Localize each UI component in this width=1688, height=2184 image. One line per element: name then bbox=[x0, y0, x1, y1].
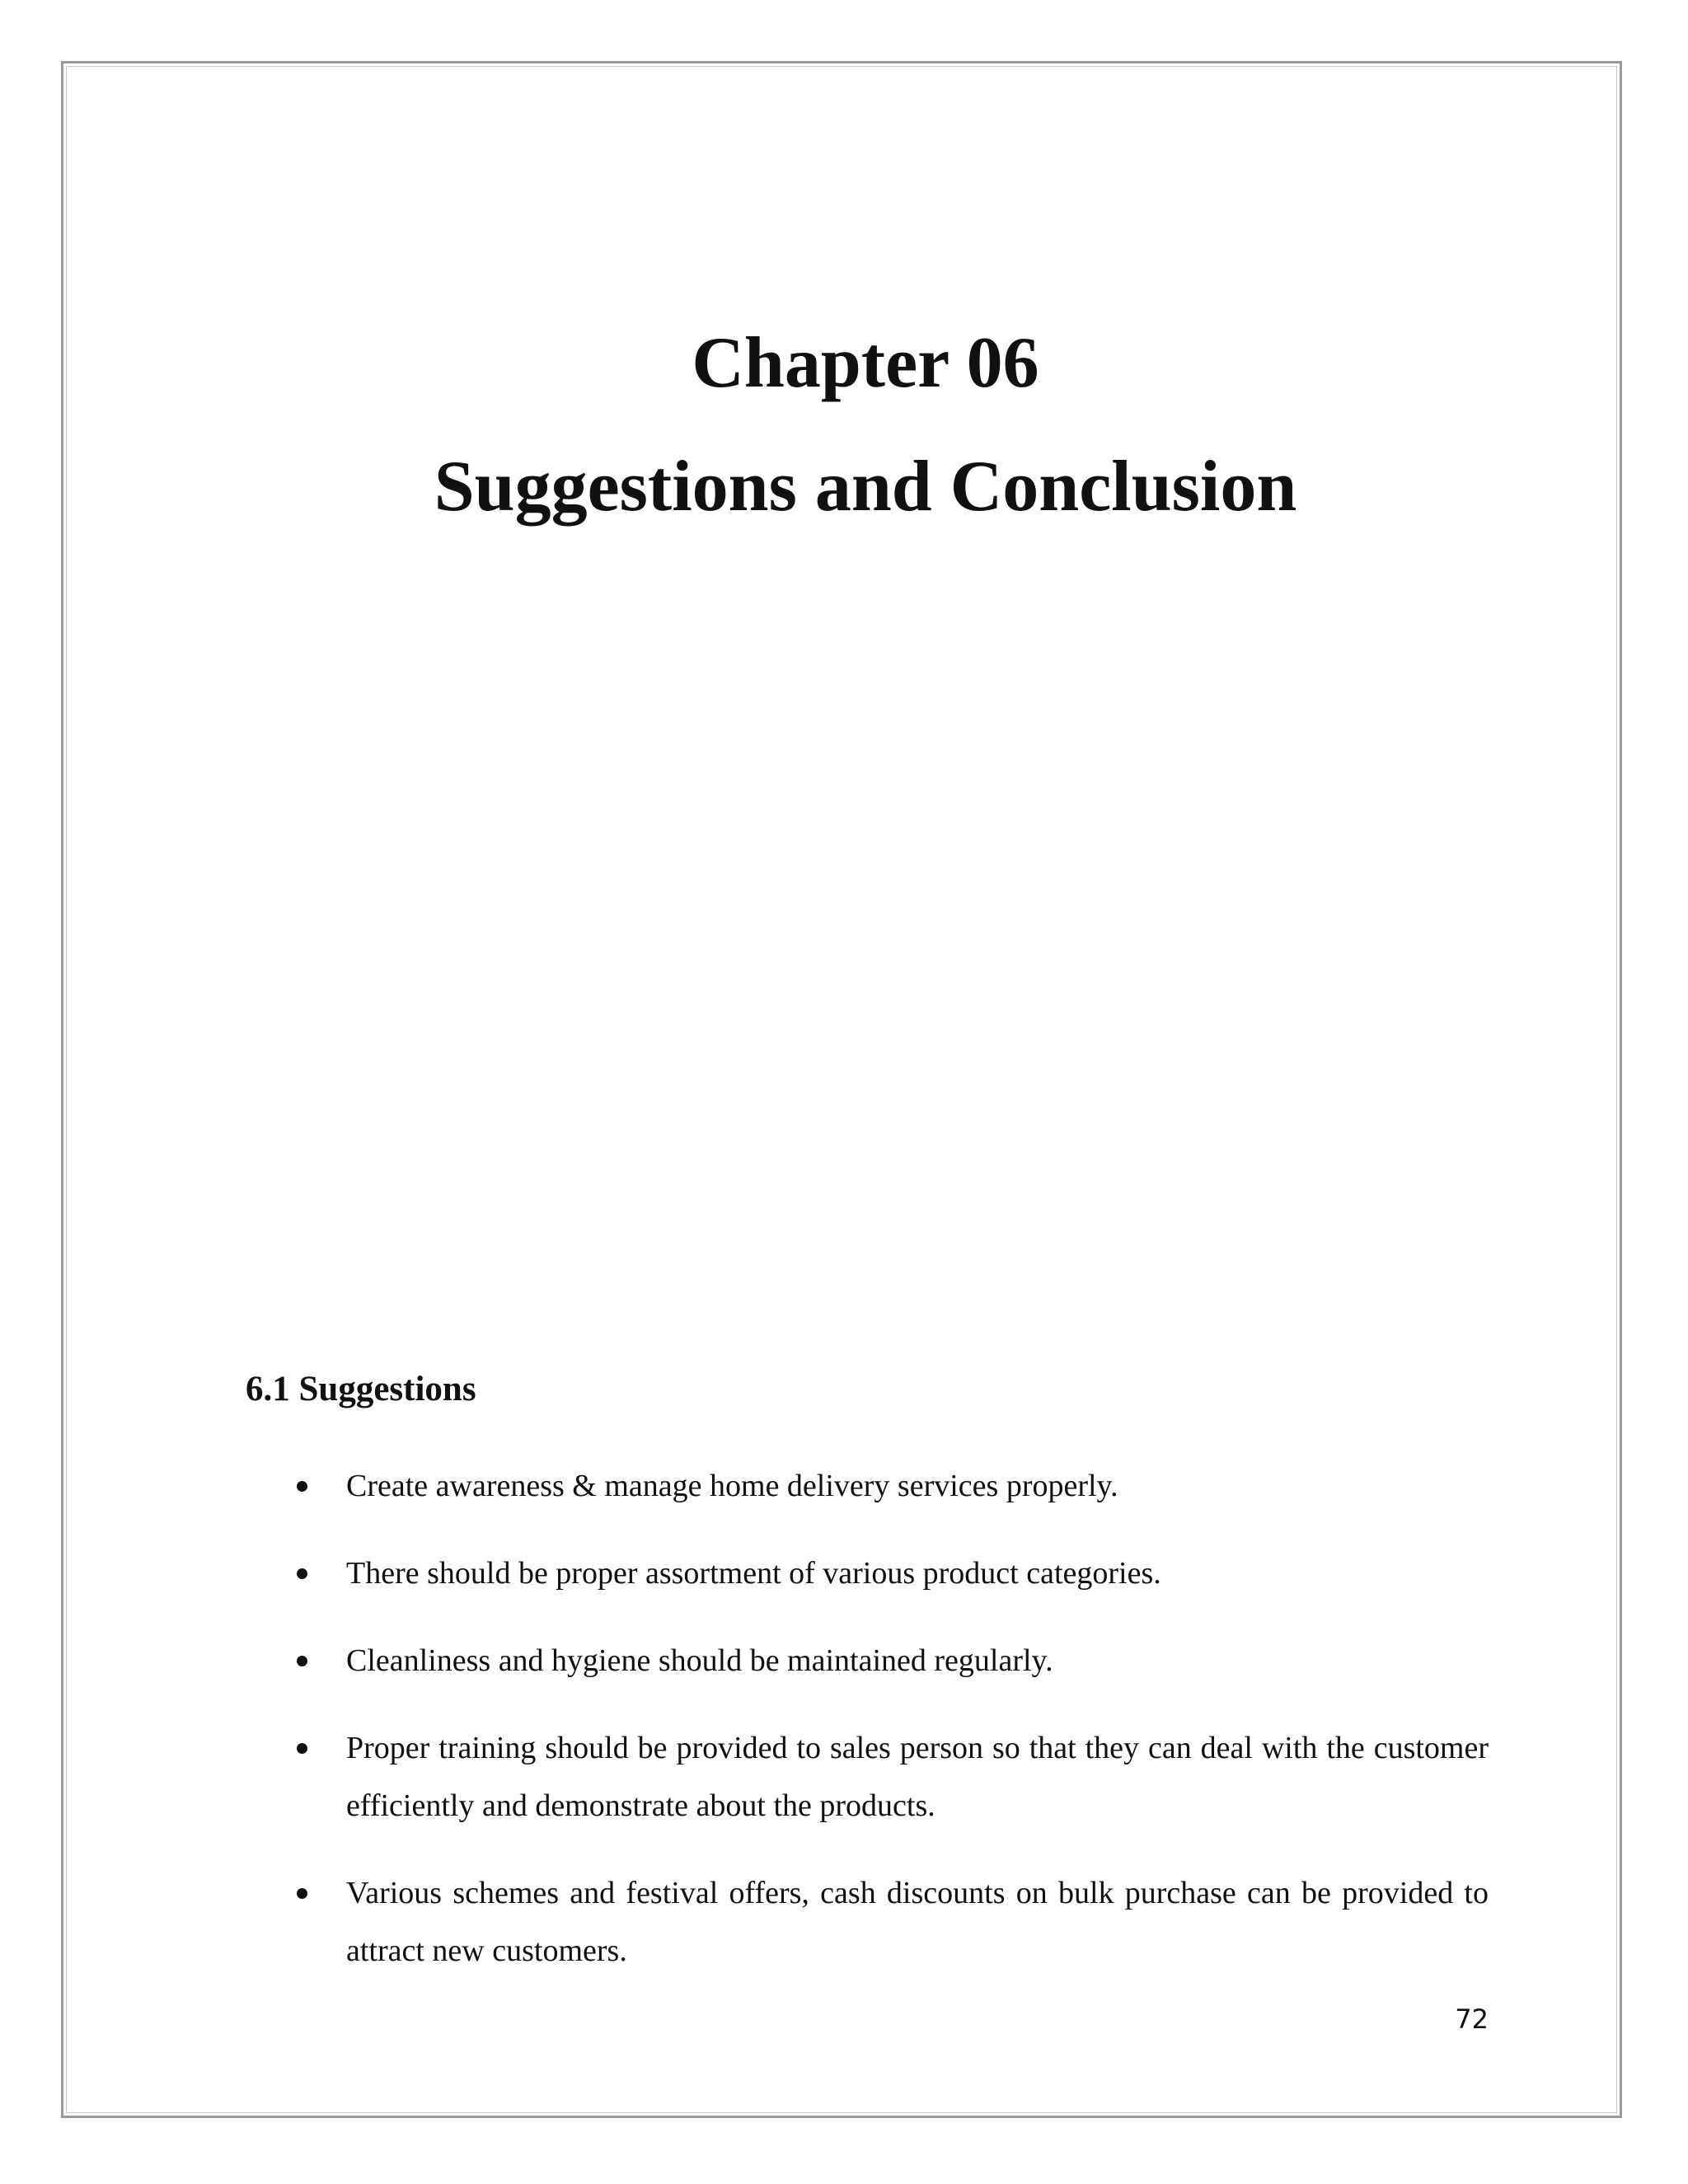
list-item bbox=[297, 1457, 1489, 1515]
list-item bbox=[297, 1544, 1489, 1602]
bullet-icon bbox=[297, 1481, 307, 1492]
bullet-icon bbox=[297, 1888, 307, 1899]
list-item bbox=[297, 1719, 1489, 1835]
suggestion-list bbox=[297, 1457, 1489, 2009]
bullet-icon bbox=[297, 1568, 307, 1579]
list-item bbox=[297, 1864, 1489, 1980]
bullet-icon bbox=[297, 1743, 307, 1754]
list-item-text: Proper training should be provided to sales person so that they can deal with the customer efficiently and demonstrate about the products. bbox=[346, 1731, 1489, 1823]
list-item-text: Various schemes and festival offers, cash discounts on bulk purchase can be provided to attract new customers. bbox=[346, 1876, 1489, 1968]
section-heading: 6.1 Suggestions bbox=[246, 1370, 476, 1408]
bullet-icon bbox=[297, 1656, 307, 1666]
chapter-number: Chapter 06 bbox=[692, 323, 1039, 403]
list-item bbox=[297, 1632, 1489, 1690]
list-item-text: There should be proper assortment of various product categories. bbox=[346, 1556, 1161, 1591]
list-item-text: Cleanliness and hygiene should be maintained regularly. bbox=[346, 1643, 1053, 1678]
list-item-text: Create awareness & manage home delivery services properly. bbox=[346, 1469, 1118, 1503]
page-number: 72 bbox=[1455, 2004, 1489, 2035]
chapter-title: Suggestions and Conclusion bbox=[434, 447, 1297, 527]
